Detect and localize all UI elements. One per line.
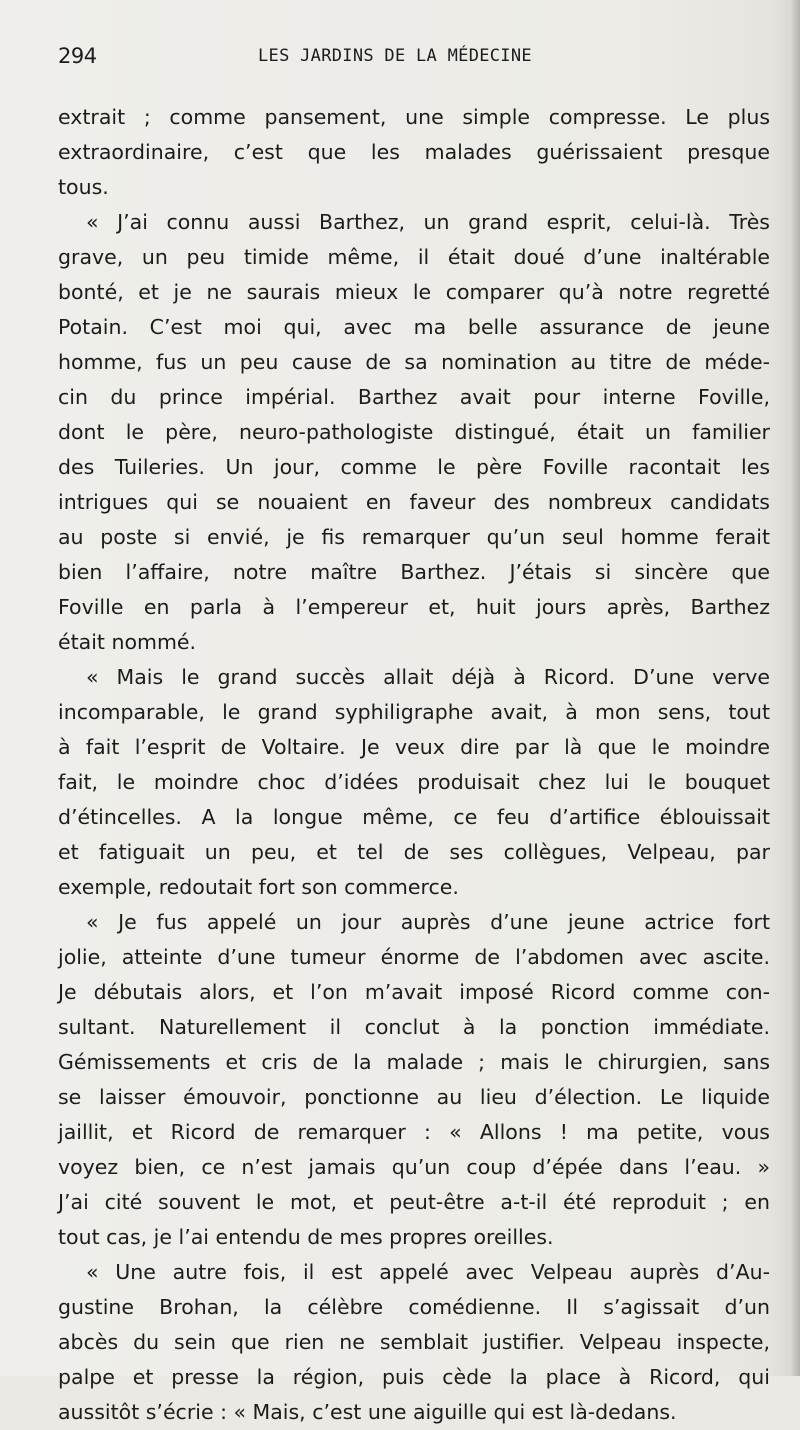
text-line: Je débutais alors, et l’on m’avait imposé Ricord comme con- <box>58 980 770 1004</box>
text-line: Potain. C’est moi qui, avec ma belle assurance de jeune <box>58 315 770 339</box>
text-line: gustine Brohan, la célèbre comédienne. Il s’agissait d’un <box>58 1295 770 1319</box>
text-line: J’ai cité souvent le mot, et peut-être a-t-il été reproduit ; en <box>58 1190 770 1214</box>
text-line: bien l’affaire, notre maître Barthez. J’étais si sincère que <box>58 560 770 584</box>
text-line: tous. <box>58 175 109 199</box>
text-line: extraordinaire, c’est que les malades guérissaient presque <box>58 140 770 164</box>
text-line: et fatiguait un peu, et tel de ses collègues, Velpeau, par <box>58 840 770 864</box>
text-line: dont le père, neuro-pathologiste distingué, était un familier <box>58 420 770 444</box>
body-text <box>58 100 770 1430</box>
text-line: sultant. Naturellement il conclut à la ponction immédiate. <box>58 1015 770 1039</box>
text-line: tout cas, je l’ai entendu de mes propres oreilles. <box>58 1225 554 1249</box>
text-line: se laisser émouvoir, ponctionne au lieu d’élection. Le liquide <box>58 1085 770 1109</box>
text-line: Foville en parla à l’empereur et, huit jours après, Barthez <box>58 595 770 619</box>
text-line: Gémissements et cris de la malade ; mais le chirurgien, sans <box>58 1050 770 1074</box>
text-line: extrait ; comme pansement, une simple compresse. Le plus <box>58 105 770 129</box>
text-line: voyez bien, ce n’est jamais qu’un coup d’épée dans l’eau. » <box>58 1155 770 1179</box>
text-line: aussitôt s’écrie : « Mais, c’est une aiguille qui est là-dedans. <box>58 1400 677 1424</box>
text-line: palpe et presse la région, puis cède la place à Ricord, qui <box>58 1365 770 1389</box>
text-line: exemple, redoutait fort son commerce. <box>58 875 459 899</box>
text-line: bonté, et je ne saurais mieux le comparer qu’à notre regretté <box>58 280 770 304</box>
text-line: jaillit, et Ricord de remarquer : « Allons ! ma petite, vous <box>58 1120 770 1144</box>
page-header <box>58 44 770 74</box>
text-line: « Je fus appelé un jour auprès d’une jeune actrice fort <box>86 910 770 934</box>
text-line: d’étincelles. A la longue même, ce feu d’artifice éblouissait <box>58 805 770 829</box>
text-line: à fait l’esprit de Voltaire. Je veux dire par là que le moindre <box>58 735 770 759</box>
text-line: était nommé. <box>58 630 197 654</box>
text-line: « J’ai connu aussi Barthez, un grand esprit, celui-là. Très <box>86 210 770 234</box>
running-head: LES JARDINS DE LA MÉDECINE <box>258 46 532 66</box>
text-line: fait, le moindre choc d’idées produisait chez lui le bouquet <box>58 770 770 794</box>
text-line: incomparable, le grand syphiligraphe avait, à mon sens, tout <box>58 700 770 724</box>
text-line: au poste si envié, je fis remarquer qu’un seul homme ferait <box>58 525 770 549</box>
text-line: jolie, atteinte d’une tumeur énorme de l’abdomen avec ascite. <box>58 945 770 969</box>
page-number: 294 <box>58 44 97 68</box>
text-line: homme, fus un peu cause de sa nomination au titre de méde- <box>58 350 770 374</box>
text-line: des Tuileries. Un jour, comme le père Foville racontait les <box>58 455 770 479</box>
text-line: abcès du sein que rien ne semblait justifier. Velpeau inspecte, <box>58 1330 770 1354</box>
text-line: cin du prince impérial. Barthez avait pour interne Foville, <box>58 385 770 409</box>
page-edge-shadow <box>790 0 800 1376</box>
text-line: « Une autre fois, il est appelé avec Velpeau auprès d’Au- <box>86 1260 770 1284</box>
text-line: grave, un peu timide même, il était doué d’une inaltérable <box>58 245 770 269</box>
text-line: « Mais le grand succès allait déjà à Ricord. D’une verve <box>86 665 770 689</box>
text-line: intrigues qui se nouaient en faveur des nombreux candidats <box>58 490 770 514</box>
